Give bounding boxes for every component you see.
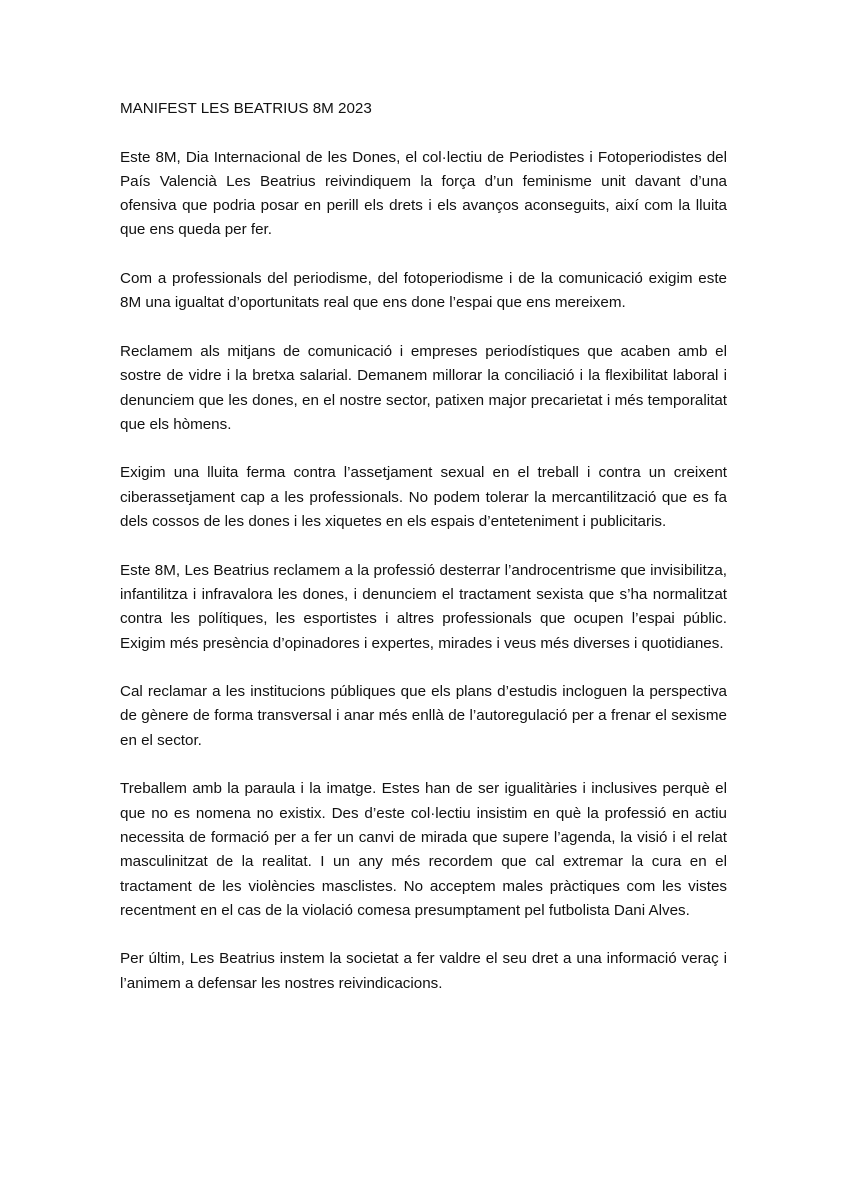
document-title: MANIFEST LES BEATRIUS 8M 2023 [120, 100, 372, 117]
paragraph: Cal reclamar a les institucions públiques que els plans d’estudis incloguen la perspectiva de gènere de forma transversal i anar més enllà de l’autoregulació per a frenar el sexisme en el sector. [120, 683, 727, 749]
paragraph: Com a professionals del periodisme, del fotoperiodisme i de la comunicació exigim este 8M una igualtat d’oportunitats real que ens done l’espai que ens mereixem. [120, 270, 727, 312]
paragraph: Treballem amb la paraula i la imatge. Estes han de ser igualitàries i inclusives perquè el que no es nomena no existix. Des d’este col·lectiu insistim en què la professió en actiu necessita de formació per a fer un canvi de mirada que supere l’agenda, la visió i el relat masculinitzat de la realitat. I un any més recordem que cal extremar la cura en el tractament de les violències masclistes. No acceptem males pràctiques com les vistes recentment en el cas de la violació comesa presumptament pel futbolista Dani Alves. [120, 780, 727, 919]
paragraph: Exigim una lluita ferma contra l’assetjament sexual en el treball i contra un creixent ciberassetjament cap a les professionals. No podem tolerar la mercantilització que es fa dels cossos de les dones i les xiquetes en els espais d’enteteniment i publicitaris. [120, 464, 727, 531]
paragraph: Este 8M, Les Beatrius reclamem a la professió desterrar l’androcentrisme que invisibilitza, infantilitza i infravalora les dones, i denunciem el tractament sexista que s’ha normalitzat contra les polítiques, les esportistes i altres professionals que ocupen l’espai públic. Exigim més presència d’opinadores i expertes, mirades i veus més diverses i quotidianes. [120, 561, 727, 652]
document-body [120, 97, 727, 1020]
paragraph: Per últim, Les Beatrius instem la societat a fer valdre el seu dret a una informació veraç i l’animem a defensar les nostres reivindicacions. [120, 950, 727, 992]
paragraph: Reclamem als mitjans de comunicació i empreses periodístiques que acaben amb el sostre de vidre i la bretxa salarial. Demanem millorar la conciliació i la flexibilitat laboral i denunciem que les dones, en el nostre sector, patixen major precarietat i més temporalitat que els hòmens. [120, 342, 727, 433]
paragraph: Este 8M, Dia Internacional de les Dones, el col·lectiu de Periodistes i Fotoperiodistes del País Valencià Les Beatrius reivindiquem la força d’un feminisme unit davant d’una ofensiva que podria posar en perill els drets i els avanços aconseguits, així com la lluita que ens queda per fer. [120, 148, 727, 239]
